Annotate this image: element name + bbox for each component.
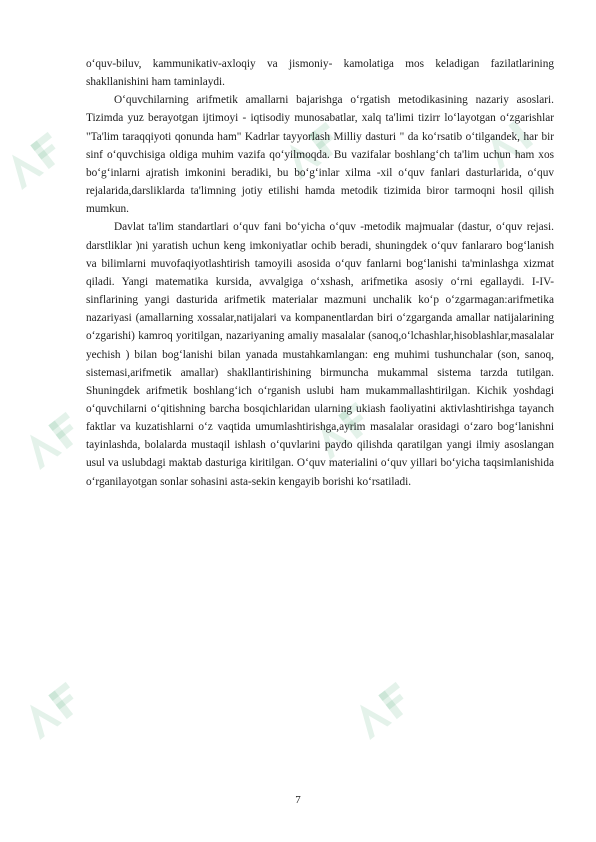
paragraph-2: O‘quvchilarning arifmetik amallarni bajarishga o‘rgatish metodikasining nazariy asoslari. Tizimda yuz berayotgan ijtimoyi - iqtisodiy munosabatlar, xalq ta'limi tizirr lo‘layotgan o‘zgarishlar "Ta'lim taraqqiyoti qonunda ham" Kadrlar tayyorlash Milliy dasturi " da ko‘rsatib o‘tilgandek, har bir sinf o‘quvchisiga oldiga muhim vazifa qo‘yilmoqda. Bu vazifalar boshlang‘ch ta'lim uchun ham xos bo‘g‘inlarni ajratish imkonini beradiki, bu bo‘g‘inlar xilma -xil o‘quv fanlari dasturlarida, o‘quv rejalarida,darsliklarda ta'limning jotiy etilishi hamda metodik tizimida biror tarmoqni hosil qilish mumkun. (86, 94, 554, 216)
paragraph-3: Davlat ta'lim standartlari o‘quv fani bo‘yicha o‘quv -metodik majmualar (dastur, o‘quv rejasi. darstliklar )ni yaratish uchun keng imkoniyatlar ochib beradi, shuningdek o‘quv fanlararo bog‘lanish va bilimlarni muvofaqiyotlashtirish tamoyili asosida o‘quv fanlarni bog‘lanishi ta'minlashga xizmat qiladi. Yangi matematika kursida, avvalgiga o‘xshash, arifmetika asosiy o‘rni egallaydi. I-IV-sinflarining yangi dasturida arifmetik materialar mazmuni unchalik ko‘p o‘zgarmagan:arifmetika nazariyasi (amallarning xossalar,natijalari va kompanentlardan biri o‘zgarganda amallar natijalarining o‘zgarishi) kamroq yoritilgan, nazariyaning amaliy masalalar (sanoq,o‘lchashlar,hisoblashlar,masalalar yechish ) bilan bog‘lanishi bilan yanada mustahkamlangan: eng muhimi tushunchalar (son, sanoq, sistemasi,arifmetik amallar) shakllantirishining birmuncha mukammal sistema tarzda tutilgan. Shuningdek arifmetik boshlang‘ich o‘rganish uslubi ham mukammallashtirilgan. Kichik yoshdagi o‘quvchilarni o‘qitishning barcha bosqichlaridan ularning ukiash faoliyatini aktivlashtirishga tayanch faktlar va kuzatishlarni o‘z vaqtida umumlashtirishga,ayrim masalalar orasidagi o‘zaro bog‘lanishni tayinlashda, bolalarda mustaqil ishlash o‘quvlarini paydo qilishda qaratilgan yangi ilmiy asoslangan usul va uslubdagi maktab dasturiga kiritilgan. O‘quv materialini o‘quv yillari bo‘yicha taqsimlanishida o‘rganilayotgan sonlar sohasini asta-sekin kengayib borishi ko‘rsatiladi. (86, 221, 554, 488)
watermark-mark (19, 409, 84, 470)
body-text (86, 55, 554, 491)
page-number: 7 (295, 794, 301, 806)
watermark-mark (1, 129, 66, 190)
watermark-mark (349, 679, 414, 740)
watermark-mark (19, 679, 84, 740)
paragraph-1: o‘quv-biluv, kammunikativ-axloqiy va jismoniy- kamolatiga mos keladigan fazilatlarining shakllanishini ham taminlaydi. (86, 58, 554, 89)
